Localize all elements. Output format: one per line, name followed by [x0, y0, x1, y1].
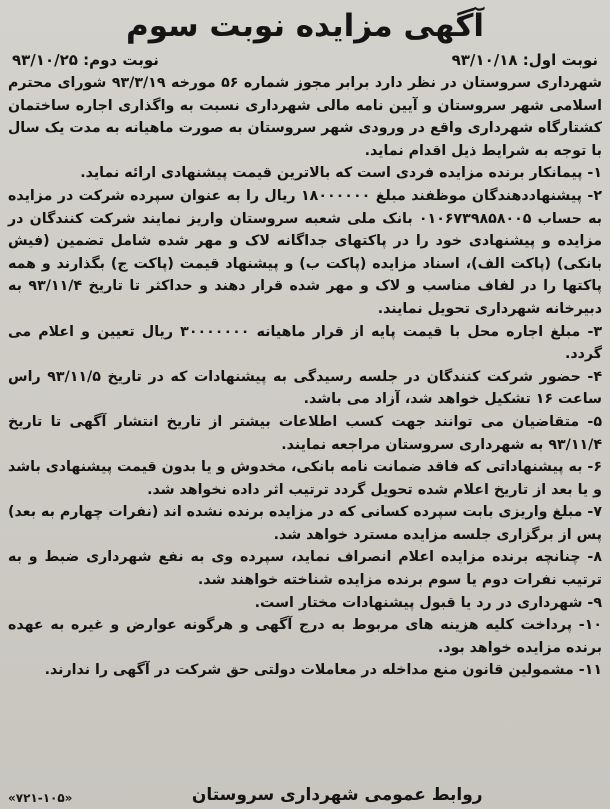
- condition-item-8: ۸- چنانچه برنده مزایده اعلام انصراف نماید، سپرده وی به نفع شهرداری ضبط و به ترتیب نفرات دوم یا سوم برنده مزایده شناخته خواهند شد.: [8, 549, 602, 589]
- condition-item-9: ۹- شهرداری در رد یا قبول پیشنهادات مختار است.: [254, 594, 602, 611]
- condition-item-2: ۲- پیشنهاددهندگان موظفند مبلغ ۱۸۰۰۰۰۰۰ ریال را به عنوان سپرده شرکت در مزایده به حساب ۰۱۰۶۷۳۹۸۵۸۰۰۵ بانک ملی شعبه سروستان واریز نمایند شرکت کنندگان در مزایده و پیشنهادی خود را در پاکتهای جداگانه لاک و مهر شده شامل تضمین (فیش بانکی) (پاکت الف)، اسناد مزایده (پاکت ب) و پیشنهاد قیمت (پاکت ج) بگذارند و همه پاکتها را در لفاف مناسب و لاک و مهر شده قرار دهند و حداکثر تا تاریخ ۹۳/۱۱/۴ به دبیرخانه شهرداری تحویل نمایند.: [8, 187, 603, 317]
- notice-signature: روابط عمومی شهرداری سروستان: [191, 785, 483, 805]
- notice-dates: [8, 48, 602, 72]
- condition-item-5: ۵- متقاضیان می توانند جهت کسب اطلاعات بیشتر از تاریخ انتشار آگهی تا تاریخ ۹۳/۱۱/۴ به شهرداری سروستان مراجعه نمایند.: [8, 413, 602, 453]
- condition-item-11: ۱۱- مشمولین قانون منع مداخله در معاملات دولتی حق شرکت در آگهی را ندارند.: [44, 662, 602, 679]
- condition-item-3: ۳- مبلغ اجاره محل با قیمت پایه از قرار ماهیانه ۳۰۰۰۰۰۰۰ ریال تعیین و اعلام می گردد.: [8, 323, 603, 363]
- notice-footer: [8, 785, 602, 805]
- condition-item-6: ۶- به پیشنهاداتی که فاقد ضمانت نامه بانکی، مخدوش و یا بدون قیمت پیشنهادی باشد و یا بعد از تاریخ اعلام شده تحویل گردد ترتیب اثر داده نخواهد شد.: [8, 459, 602, 498]
- notice-intro: شهرداری سروستان در نظر دارد برابر مجوز شماره ۵۶ مورخه ۹۳/۳/۱۹ شورای محترم اسلامی شهر سروستان و آیین نامه مالی شهرداری نسبت به واگذاری اجاره ساختمان کشتارگاه شهرداری واقع در ورودی شهر سروستان به صورت ماهیانه به مدت یک سال با توجه به شرایط ذیل اقدام نماید.: [8, 75, 602, 159]
- condition-item-4: ۴- حضور شرکت کنندگان در جلسه رسیدگی به پیشنهادات که در تاریخ ۹۳/۱۱/۵ راس ساعت ۱۶ تشکیل خواهد شد، آزاد می باشد.: [8, 368, 602, 408]
- condition-item-1: ۱- پیمانکار برنده مزایده فردی است که بالاترین قیمت پیشنهادی ارائه نماید.: [80, 165, 602, 182]
- condition-item-7: ۷- مبلغ واریزی بابت سپرده کسانی که در مزایده برنده نشده اند (نفرات چهارم به بعد) پس از برگزاری جلسه مزایده مسترد خواهد شد.: [8, 504, 602, 543]
- second-publication-date: نوبت دوم: ۹۳/۱۰/۲۵: [12, 51, 159, 69]
- condition-item-10: ۱۰- پرداخت کلیه هزینه های مربوط به درج آگهی و هرگونه عوارض و غیره به عهده برنده مزایده خواهد بود.: [8, 617, 602, 656]
- notice-body: [8, 72, 602, 682]
- first-publication-date: نوبت اول: ۹۳/۱۰/۱۸: [451, 51, 598, 69]
- notice-code: «۷۲۱-۱۰۵»: [8, 791, 73, 805]
- notice-title: آگهی مزایده نوبت سوم: [126, 8, 484, 44]
